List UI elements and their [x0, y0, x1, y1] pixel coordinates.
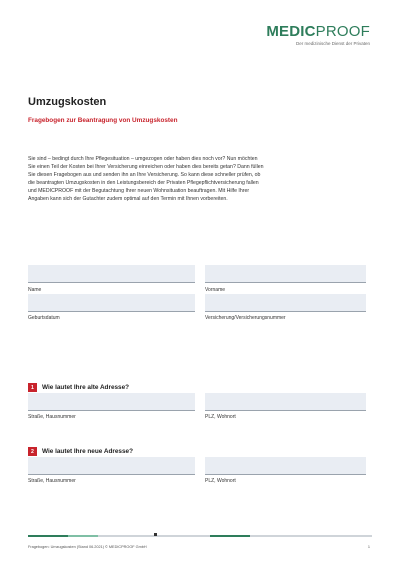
new-street-label: Straße, Hausnummer: [28, 478, 76, 484]
versicherung-label: Versicherung/Versicherungsnummer: [205, 315, 286, 321]
page-subtitle: Fragebogen zur Beantragung von Umzugskosten: [28, 117, 178, 124]
footer-accent-light: [68, 535, 98, 537]
geburtsdatum-field[interactable]: [28, 294, 195, 312]
page-number: 1: [367, 545, 370, 549]
vorname-field[interactable]: [205, 265, 366, 283]
logo-word-medic: MEDIC: [266, 23, 316, 40]
section-new-address-heading: [28, 447, 133, 456]
new-street-field[interactable]: [28, 457, 195, 475]
intro-paragraph: Sie sind – bedingt durch Ihre Pflegesituation – umgezogen oder haben dies noch vor? Nun möchten Sie einen Teil der Kosten bei Ihrer Versicherung einreichen oder haben dies bereits getan? Dann füllen Sie diesen Fragebogen aus und senden ihn an Ihre Versicherung. So kann diese schneller prüfen, ob die beantragten Umzugskosten in den Leistungsbereich der Privaten Pflegepflichtversicherung fallen und MEDICPROOF mit der Begutachtung Ihrer neuen Wohnsituation beauftragen. Mit Hilfe Ihrer Angaben kann sich der Gutachter zudem optimal auf den Termin mit Ihnen vorbereiten.: [28, 156, 264, 202]
vorname-label: Vorname: [205, 287, 226, 293]
geburtsdatum-label: Geburtsdatum: [28, 315, 60, 321]
old-plz-field[interactable]: [205, 393, 366, 411]
footer-accent-green: [28, 535, 68, 537]
footer-accent-green-2: [210, 535, 250, 537]
old-street-field[interactable]: [28, 393, 195, 411]
section-heading-text: Wie lautet Ihre neue Adresse?: [42, 448, 133, 455]
logo-word-proof: PROOF: [315, 23, 370, 40]
name-field[interactable]: [28, 265, 195, 283]
medicproof-logo: [266, 24, 370, 46]
section-old-address-heading: [28, 383, 129, 392]
footer-dot: [154, 533, 157, 536]
new-plz-label: PLZ, Wohnort: [205, 478, 236, 484]
new-plz-field[interactable]: [205, 457, 366, 475]
name-label: Name: [28, 287, 42, 293]
old-street-label: Straße, Hausnummer: [28, 414, 76, 420]
logo-tagline: Der medizinische Dienst der Privaten: [295, 41, 370, 46]
section-number-badge: 1: [28, 383, 37, 392]
section-number-badge: 2: [28, 447, 37, 456]
logo-wordmark: [266, 24, 370, 40]
page-title: Umzugskosten: [28, 96, 107, 108]
footer-text: Fragebogen: Umzugskosten (Stand 06.2021) © MEDICPROOF GmbH: [28, 545, 147, 549]
old-plz-label: PLZ, Wohnort: [205, 414, 236, 420]
versicherung-field[interactable]: [205, 294, 366, 312]
section-heading-text: Wie lautet Ihre alte Adresse?: [42, 384, 130, 391]
